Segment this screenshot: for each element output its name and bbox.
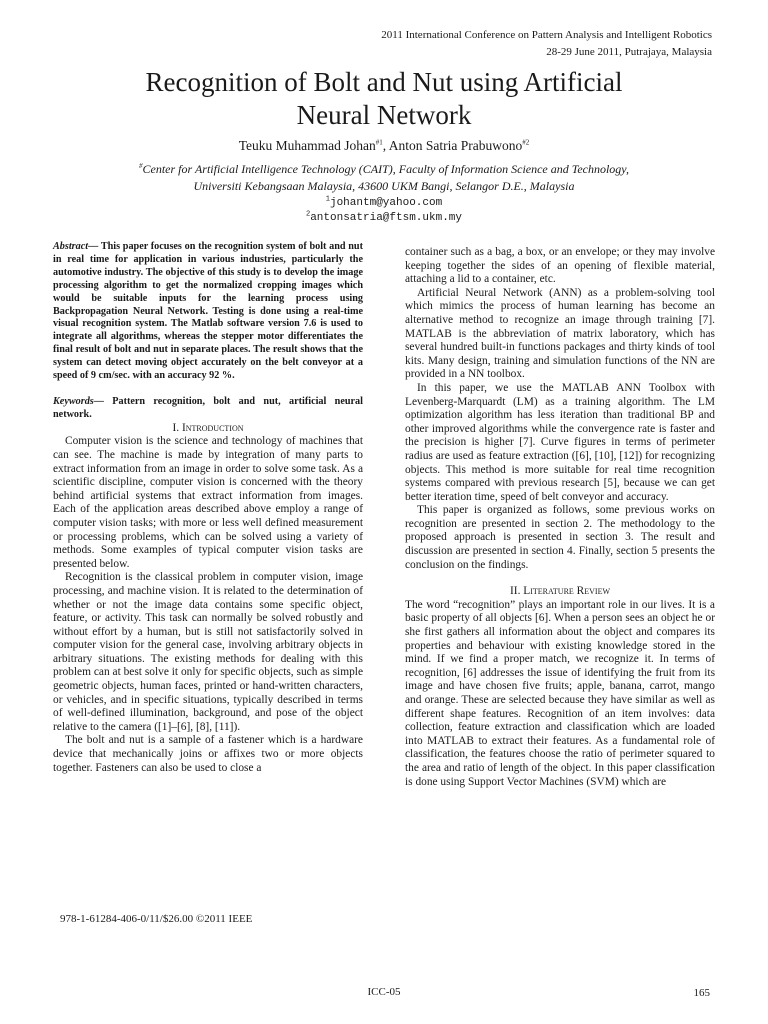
email-2-marker: 2 — [305, 210, 311, 219]
author-1: Teuku Muhammad Johan — [238, 138, 376, 153]
right-column — [405, 246, 715, 789]
author-2: Anton Satria Prabuwono — [388, 138, 523, 153]
email-1-address: johantm@yahoo.com — [329, 197, 443, 209]
email-2 — [0, 211, 768, 226]
page-number: 165 — [693, 987, 710, 999]
keywords-text: Pattern recognition, bolt and nut, artificial neural network. — [53, 395, 363, 420]
author-list — [0, 137, 768, 155]
section-2-title: Literature Review — [523, 585, 611, 598]
author-separator: , — [382, 138, 389, 153]
intro-paragraph-7: This paper is organized as follows, some previous works on recognition are presented in section 2. The methodology to the proposed approach is presented in section 3. The result and discussion are presented in section 4. Finally, section 5 presents the conclusion on the findings. — [405, 504, 715, 571]
email-1-marker: 1 — [325, 195, 330, 204]
intro-paragraph-2: Recognition is the classical problem in computer vision, image processing, and machine vision. It is related to the determination of whether or not the image data contains some specific object, feature, or activity. This task can normally be solved robustly and without effort by a human, but is still not satisfactorily solved in computer vision for the general case, involving arbitrary objects in arbitrary situations. The existing methods for dealing with this problem can at best solve it only for specific objects, such as simple geometric objects, human faces, printed or hand-written characters, or vehicles, and in specific situations, typically described in terms of well-defined illumination, background, and pose of the object relative to the camera ([1]–[6], [8], [11]). — [53, 571, 363, 733]
abstract-label: Abstract— — [53, 241, 99, 252]
affiliation — [0, 161, 768, 195]
abstract — [53, 241, 363, 383]
literature-paragraph-1: The word “recognition” plays an important role in our lives. It is a basic property of all objects [6]. When a person sees an object he or she first gathers all information about the object and compares its properties and behaviour with existing knowledge stored in the mind. If we find a proper match, we recognize it. In terms of recognition, [6] addresses the issue of identifying the fruit from its image and have chosen five fruits; apple, banana, carrot, mango and orange. These are selected because they have similar as well as different shape features. Recognition of an item involves: data collection, feature extraction and classification which are loaded into MATLAB to extract their features. As a fundamental role of classification, the features choose the ratio of perimeter squared to the area and ratio of length of the object. In this paper classification is done using Support Vector Machines (SVM) which are — [405, 598, 715, 788]
copyright-notice: 978-1-61284-406-0/11/$26.00 ©2011 IEEE — [60, 913, 253, 925]
section-1-heading — [53, 422, 363, 436]
paper-title-line-2: Neural Network — [296, 100, 472, 130]
intro-paragraph-3: The bolt and nut is a sample of a fastener which is a hardware device that mechanically joins or affixes two or more objects together. Fasteners can also be used to close a — [53, 734, 363, 774]
section-1-title: Introduction — [181, 421, 244, 434]
section-2-number: II. — [509, 585, 524, 598]
section-1-number: I. — [172, 421, 182, 434]
intro-paragraph-6: In this paper, we use the MATLAB ANN Toolbox with Levenberg-Marquardt (LM) as a training algorithm. The LM optimization algorithm has less iteration than traditional BP and other improved algorithms while the convergence rate is faster and the precision is higher [7]. Curve figures in terms of perimeter radius are used as feature extraction ([6], [10], [12]) for recognizing objects. This method is more suitable for real time recognition systems compared with previous research [5], because we can get better iteration time, speed of belt conveyor and accuracy. — [405, 381, 715, 503]
author-2-marker: #2 — [522, 138, 530, 147]
paper-title — [0, 66, 768, 132]
conference-name: 2011 International Conference on Pattern Analysis and Intelligent Robotics — [381, 29, 712, 41]
email-2-address: antonsatria@ftsm.ukm.my — [310, 212, 463, 224]
intro-paragraph-1: Computer vision is the science and technology of machines that can see. The machine is made by integration of many parts to extract information from an image in order to solve some task. As a scientific discipline, computer vision is concerned with the theory behind artificial systems that extract information from images. Each of the application areas described above employ a range of computer vision tasks; with more or less well defined measurement or processing problems, which can be solved using a variety of methods. Some examples of typical computer vision tasks are presented below. — [53, 435, 363, 570]
author-1-marker: #1 — [375, 138, 383, 147]
section-2-heading — [405, 585, 715, 599]
affiliation-line-1: Center for Artificial Intelligence Technology (CAIT), Faculty of Information Science and Technology, — [142, 162, 629, 176]
left-column — [53, 241, 363, 775]
conference-code: ICC-05 — [367, 986, 401, 998]
intro-paragraph-4: container such as a bag, a box, or an envelope; or they may involve keeping together the sides of an opening of flexible material, attaching a lid to a container, etc. — [405, 246, 715, 286]
conference-dates: 28-29 June 2011, Putrajaya, Malaysia — [546, 46, 712, 58]
keywords — [53, 396, 363, 422]
intro-paragraph-5: Artificial Neural Network (ANN) as a problem-solving tool which mimics the process of human learning has become an alternative method to recognize an image through training [7]. MATLAB is the abbreviation of matrix laboratory, which has several hundred built-in functions packages and thirty kinds of tool kits. Many design, training and simulation functions of the NN are provided in a NN toolbox. — [405, 286, 715, 381]
keywords-label: Keywords— — [53, 395, 104, 407]
affiliation-line-2: Universiti Kebangsaan Malaysia, 43600 UKM Bangi, Selangor D.E., Malaysia — [193, 179, 575, 193]
paper-title-line-1: Recognition of Bolt and Nut using Artificial — [145, 67, 623, 97]
affiliation-marker: # — [139, 162, 143, 170]
abstract-text: This paper focuses on the recognition system of bolt and nut in real time for application in various industries, particularly the automotive industry. The objective of this study is to develop the image processing algorithm to get the normalized cropping images which would be suitable inputs for the learning process using Backpropagation Neural Network. Testing is done using a real-time visual recognition system. The Matlab software version 7.6 is used to integrate all algorithms, whereas the stepper motor differentiates the final result of bolt and nut in separate places. The result shows that the system can detect moving object accurately on the belt conveyor at a speed of 9 cm/sec. with an accuracy 92 %. — [53, 241, 363, 382]
email-1 — [0, 196, 768, 211]
